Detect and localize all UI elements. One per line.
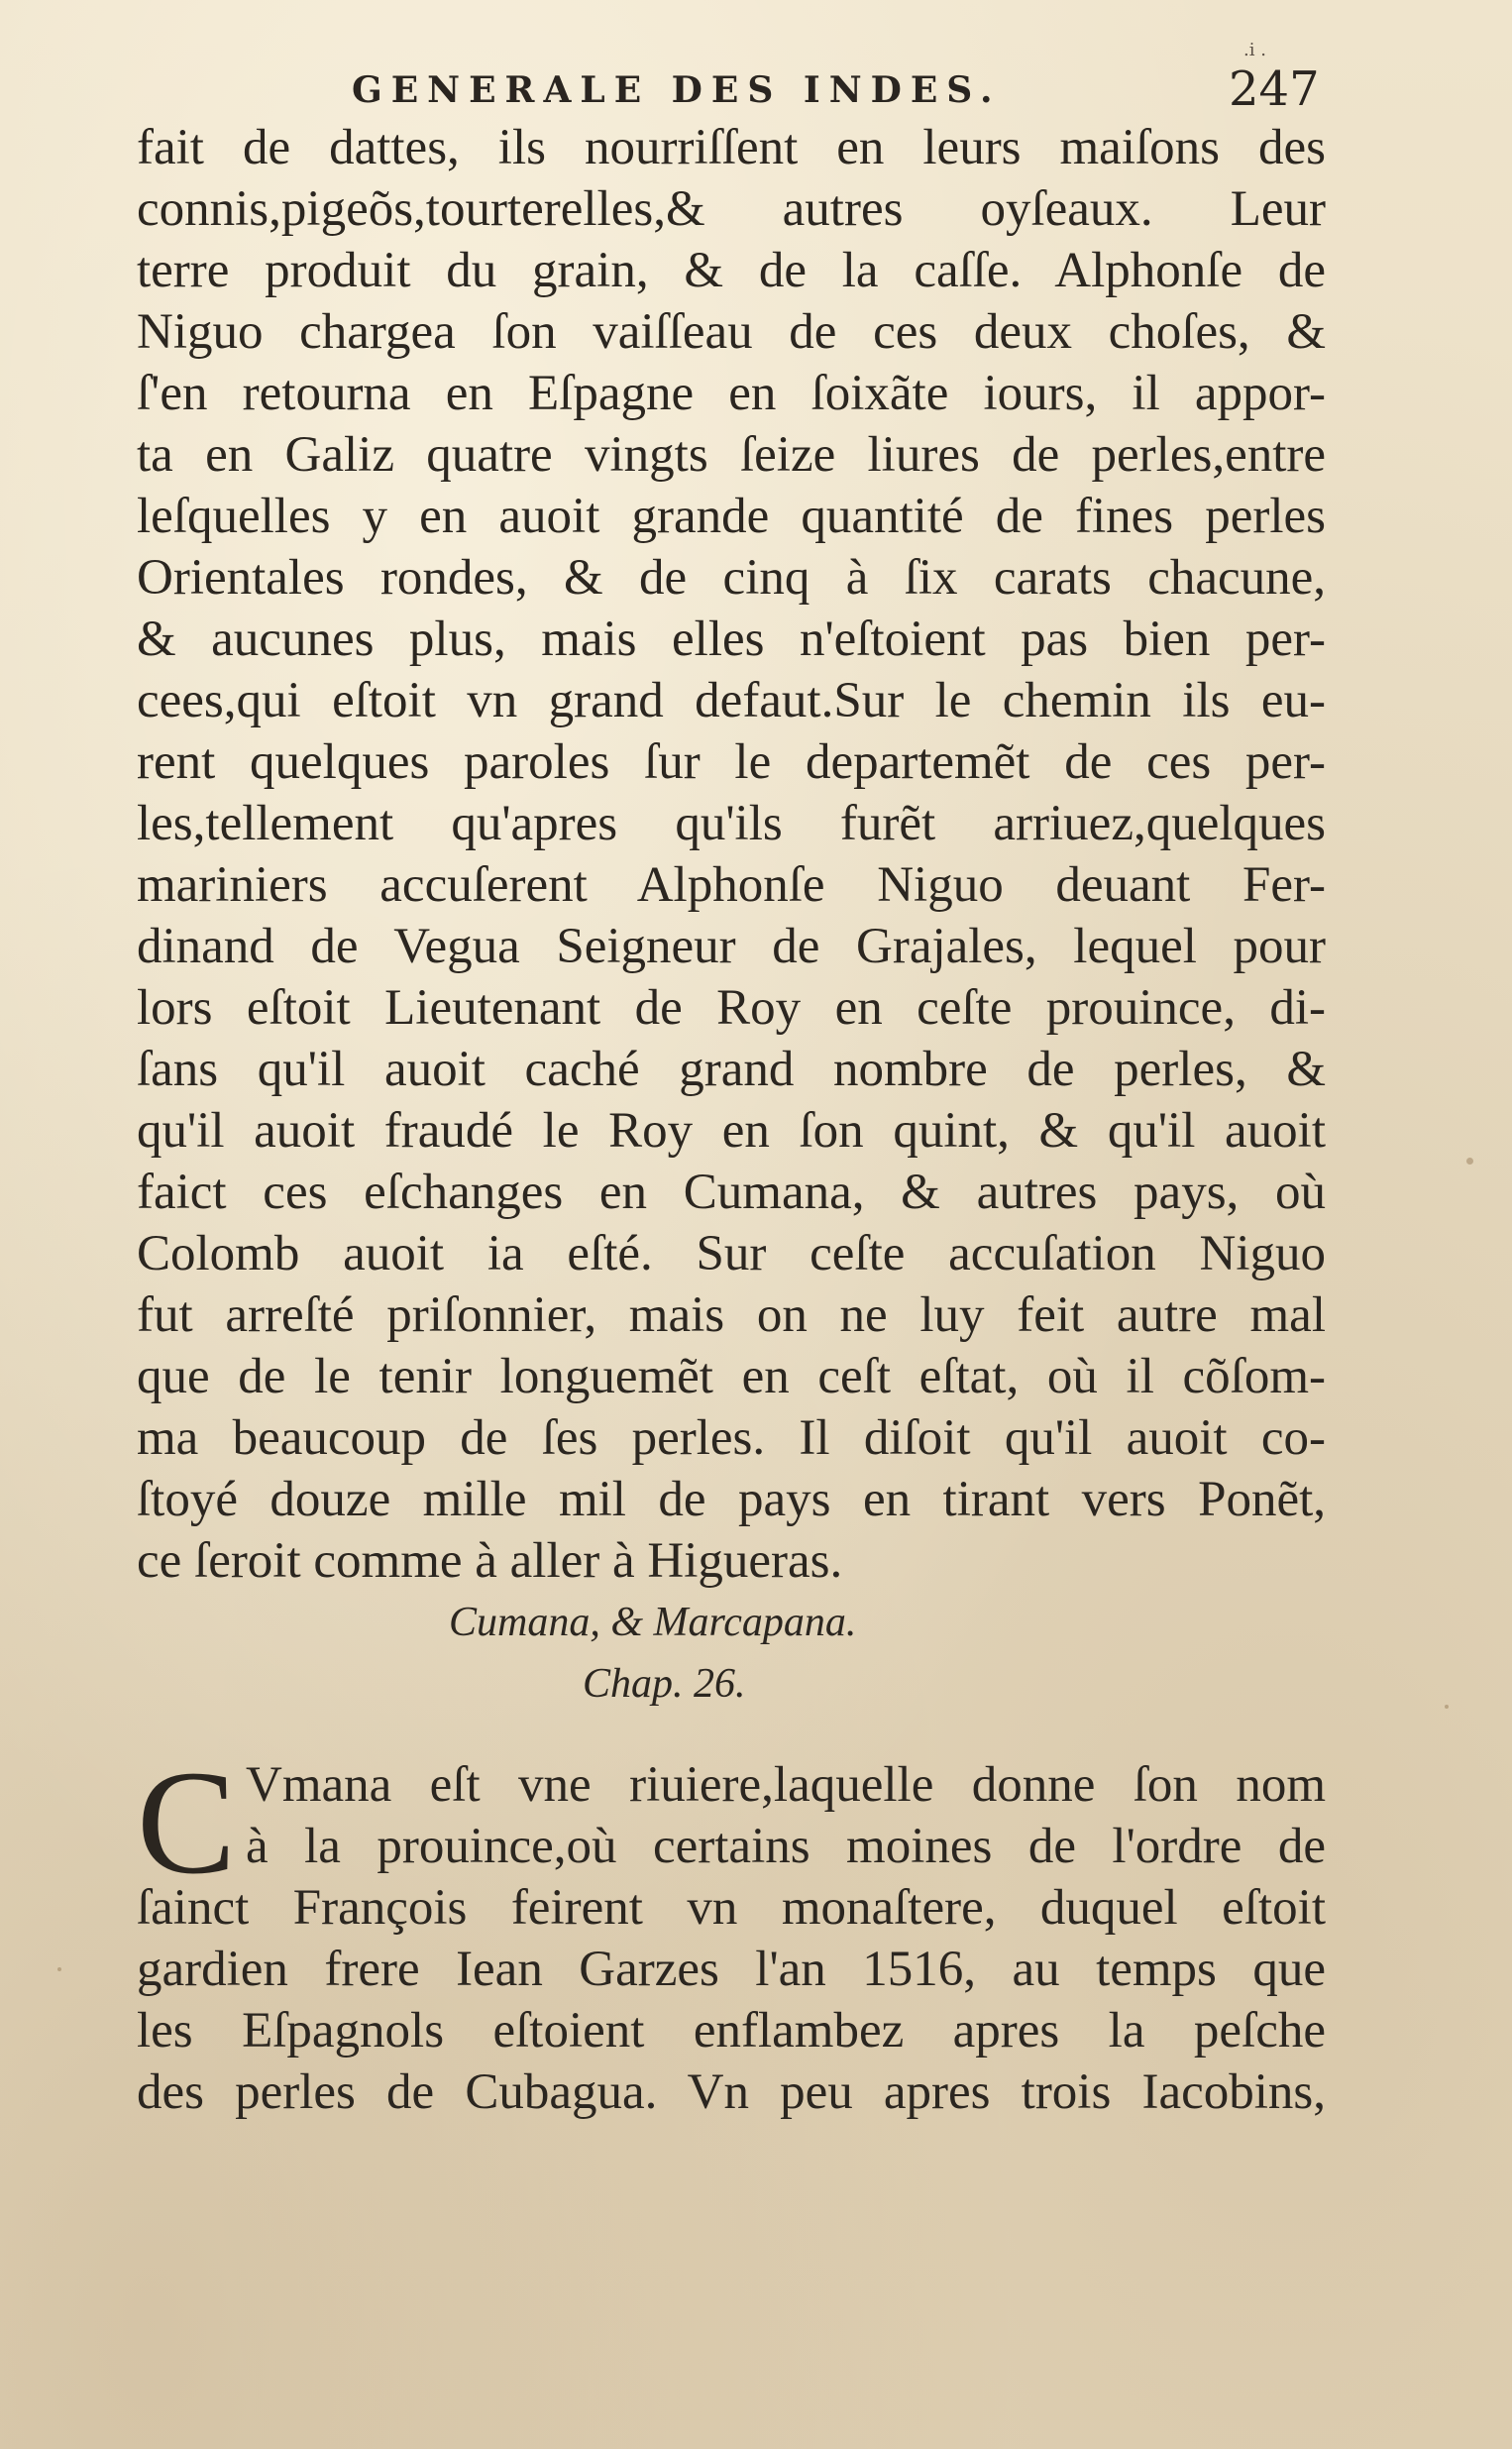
text-line-last: ce ſeroit comme à aller à Higueras. bbox=[137, 1533, 843, 1589]
foxing-spot bbox=[1445, 1705, 1449, 1709]
text-line: des perles de Cubagua. Vn peu apres trois Iacobins, bbox=[137, 2064, 1326, 2120]
chapter-paragraph bbox=[137, 1740, 1326, 2123]
foxing-spot bbox=[57, 1967, 61, 1971]
text-line: les,tellement qu'apres qu'ils furẽt arriuez,quelques bbox=[137, 796, 1326, 851]
text-line: terre produit du grain, & de la caſſe. Alphonſe de bbox=[137, 243, 1326, 298]
page-number: 247 bbox=[1229, 61, 1320, 117]
text-line: lors eſtoit Lieutenant de Roy en ceſte prouince, di- bbox=[137, 980, 1326, 1036]
text-line: ſtoyé douze mille mil de pays en tirant vers Ponẽt, bbox=[137, 1472, 1326, 1527]
corner-marks: .i . bbox=[1243, 40, 1266, 60]
text-line: Vmana eſt vne riuiere,laquelle donne ſon nom bbox=[246, 1757, 1326, 1813]
text-line: à la prouince,où certains moines de l'ordre de bbox=[246, 1819, 1326, 1874]
body-text bbox=[137, 117, 1326, 1715]
text-line: cees,qui eſtoit vn grand defaut.Sur le chemin ils eu- bbox=[137, 673, 1326, 728]
text-line: Colomb auoit ia eſté. Sur ceſte accuſation Niguo bbox=[137, 1226, 1326, 1281]
text-line: ſ'en retourna en Eſpagne en ſoixãte iours, il appor- bbox=[137, 366, 1326, 421]
text-line: ſainct François feirent vn monaſtere, duquel eſtoit bbox=[137, 1880, 1326, 1936]
text-line: connis,pigeõs,tourterelles,& autres oyſeaux. Leur bbox=[137, 181, 1326, 237]
text-line: ta en Galiz quatre vingts ſeize liures de perles,entre bbox=[137, 427, 1326, 483]
text-line: qu'il auoit fraudé le Roy en ſon quint, & qu'il auoit bbox=[137, 1103, 1326, 1159]
text-line: rent quelques paroles ſur le departemẽt de ces per- bbox=[137, 734, 1326, 790]
text-line: mariniers accuſerent Alphonſe Niguo deuant Fer- bbox=[137, 857, 1326, 913]
chapter-number: Chap. 26. bbox=[583, 1661, 746, 1707]
text-line: gardien frere Iean Garzes l'an 1516, au temps que bbox=[137, 1942, 1326, 1997]
text-line: leſquelles y en auoit grande quantité de fines perles bbox=[137, 489, 1326, 544]
text-line: ma beaucoup de ſes perles. Il diſoit qu'il auoit co- bbox=[137, 1410, 1326, 1466]
text-line: faict ces eſchanges en Cumana, & autres pays, où bbox=[137, 1165, 1326, 1220]
text-line: fut arreſté priſonnier, mais on ne luy feit autre mal bbox=[137, 1287, 1326, 1343]
drop-cap: C bbox=[137, 1740, 237, 1905]
section-title: Cumana, & Marcapana. bbox=[449, 1600, 857, 1645]
text-line: fait de dattes, ils nourriſſent en leurs maiſons des bbox=[137, 120, 1326, 175]
text-line: Niguo chargea ſon vaiſſeau de ces deux choſes, & bbox=[137, 304, 1326, 360]
text-line: les Eſpagnols eſtoient enflambez apres la peſche bbox=[137, 2003, 1326, 2059]
foxing-spot bbox=[1466, 1158, 1473, 1165]
text-line: que de le tenir longuemẽt en ceſt eſtat, où il cõſom- bbox=[137, 1349, 1326, 1404]
text-line: dinand de Vegua Seigneur de Grajales, lequel pour bbox=[137, 919, 1326, 974]
running-head: GENERALE DES INDES. bbox=[352, 69, 1002, 111]
text-line: & aucunes plus, mais elles n'eſtoient pas bien per- bbox=[137, 612, 1326, 667]
text-line: Orientales rondes, & de cinq à ſix carats chacune, bbox=[137, 550, 1326, 606]
text-line: ſans qu'il auoit caché grand nombre de perles, & bbox=[137, 1042, 1326, 1097]
